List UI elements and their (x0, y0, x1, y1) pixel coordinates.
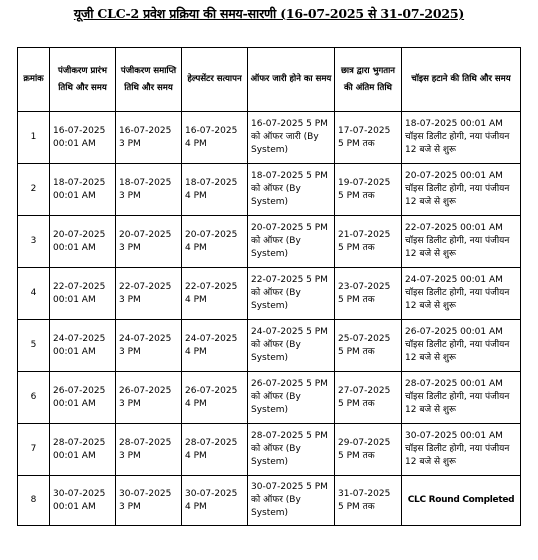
serial-number-cell: 1 (18, 112, 50, 164)
registration-start-cell: 28-07-2025 00:01 AM (50, 424, 116, 476)
header-registration-start: पंजीकरण प्रारंभ तिथि और समय (50, 48, 116, 112)
registration-start-cell: 24-07-2025 00:01 AM (50, 320, 116, 372)
serial-number-cell: 8 (18, 476, 50, 526)
table-row (18, 320, 521, 372)
registration-start-cell: 26-07-2025 00:01 AM (50, 372, 116, 424)
registration-end-cell: 22-07-2025 3 PM (116, 268, 182, 320)
registration-end-cell: 16-07-2025 3 PM (116, 112, 182, 164)
offer-cell: 26-07-2025 5 PM को ऑफर (By System) (248, 372, 335, 424)
choice-removal-cell: 18-07-2025 00:01 AM चॉइस डिलीट होगी, नया पंजीयन 12 बजे से शुरू (402, 112, 521, 164)
registration-end-cell: 30-07-2025 3 PM (116, 476, 182, 526)
payment-deadline-cell: 25-07-2025 5 PM तक (335, 320, 402, 372)
choice-removal-cell: 28-07-2025 00:01 AM चॉइस डिलीट होगी, नया पंजीयन 12 बजे से शुरू (402, 372, 521, 424)
registration-end-cell: 20-07-2025 3 PM (116, 216, 182, 268)
offer-cell: 16-07-2025 5 PM को ऑफर जारी (By System) (248, 112, 335, 164)
offer-cell: 28-07-2025 5 PM को ऑफर (By System) (248, 424, 335, 476)
helpcenter-cell: 22-07-2025 4 PM (182, 268, 248, 320)
payment-deadline-cell: 17-07-2025 5 PM तक (335, 112, 402, 164)
offer-cell: 22-07-2025 5 PM को ऑफर (By System) (248, 268, 335, 320)
registration-start-cell: 18-07-2025 00:01 AM (50, 164, 116, 216)
table-row (18, 268, 521, 320)
table-row (18, 164, 521, 216)
payment-deadline-cell: 21-07-2025 5 PM तक (335, 216, 402, 268)
payment-deadline-cell: 19-07-2025 5 PM तक (335, 164, 402, 216)
registration-start-cell: 22-07-2025 00:01 AM (50, 268, 116, 320)
helpcenter-cell: 28-07-2025 4 PM (182, 424, 248, 476)
header-payment-deadline: छात्र द्वारा भुगतान की अंतिम तिथि (335, 48, 402, 112)
offer-cell: 18-07-2025 5 PM को ऑफर (By System) (248, 164, 335, 216)
choice-removal-cell: 20-07-2025 00:01 AM चॉइस डिलीट होगी, नया पंजीयन 12 बजे से शुरू (402, 164, 521, 216)
serial-number-cell: 6 (18, 372, 50, 424)
registration-end-cell: 24-07-2025 3 PM (116, 320, 182, 372)
payment-deadline-cell: 23-07-2025 5 PM तक (335, 268, 402, 320)
table-row (18, 476, 521, 526)
offer-cell: 30-07-2025 5 PM को ऑफर (By System) (248, 476, 335, 526)
header-offer-time: ऑफर जारी होने का समय (248, 48, 335, 112)
schedule-table (17, 47, 521, 526)
registration-end-cell: 18-07-2025 3 PM (116, 164, 182, 216)
table-row (18, 424, 521, 476)
header-registration-end: पंजीकरण समाप्ति तिथि और समय (116, 48, 182, 112)
offer-cell: 24-07-2025 5 PM को ऑफर (By System) (248, 320, 335, 372)
helpcenter-cell: 26-07-2025 4 PM (182, 372, 248, 424)
serial-number-cell: 4 (18, 268, 50, 320)
choice-removal-cell: 22-07-2025 00:01 AM चॉइस डिलीट होगी, नया पंजीयन 12 बजे से शुरू (402, 216, 521, 268)
header-choice-removal: चॉइस हटाने की तिथि और समय (402, 48, 521, 112)
choice-removal-cell: 26-07-2025 00:01 AM चॉइस डिलीट होगी, नया पंजीयन 12 बजे से शुरू (402, 320, 521, 372)
payment-deadline-cell: 27-07-2025 5 PM तक (335, 372, 402, 424)
table-row (18, 216, 521, 268)
payment-deadline-cell: 31-07-2025 5 PM तक (335, 476, 402, 526)
payment-deadline-cell: 29-07-2025 5 PM तक (335, 424, 402, 476)
helpcenter-cell: 18-07-2025 4 PM (182, 164, 248, 216)
header-helpcenter-verification: हेल्पसेंटर सत्यापन (182, 48, 248, 112)
helpcenter-cell: 16-07-2025 4 PM (182, 112, 248, 164)
header-row (18, 48, 521, 112)
header-serial-number: क्रमांक (18, 48, 50, 112)
page-title: यूजी CLC-2 प्रवेश प्रक्रिया की समय-सारणी (16-07-2025 से 31-07-2025) (73, 6, 465, 21)
offer-cell: 20-07-2025 5 PM को ऑफर (By System) (248, 216, 335, 268)
registration-start-cell: 20-07-2025 00:01 AM (50, 216, 116, 268)
serial-number-cell: 2 (18, 164, 50, 216)
round-completed-cell: CLC Round Completed (402, 476, 521, 526)
helpcenter-cell: 20-07-2025 4 PM (182, 216, 248, 268)
table-row (18, 372, 521, 424)
registration-end-cell: 26-07-2025 3 PM (116, 372, 182, 424)
choice-removal-cell: 24-07-2025 00:01 AM चॉइस डिलीट होगी, नया पंजीयन 12 बजे से शुरू (402, 268, 521, 320)
helpcenter-cell: 24-07-2025 4 PM (182, 320, 248, 372)
choice-removal-cell: 30-07-2025 00:01 AM चॉइस डिलीट होगी, नया पंजीयन 12 बजे से शुरू (402, 424, 521, 476)
helpcenter-cell: 30-07-2025 4 PM (182, 476, 248, 526)
registration-end-cell: 28-07-2025 3 PM (116, 424, 182, 476)
serial-number-cell: 5 (18, 320, 50, 372)
table-row (18, 112, 521, 164)
registration-start-cell: 16-07-2025 00:01 AM (50, 112, 116, 164)
serial-number-cell: 3 (18, 216, 50, 268)
registration-start-cell: 30-07-2025 00:01 AM (50, 476, 116, 526)
serial-number-cell: 7 (18, 424, 50, 476)
